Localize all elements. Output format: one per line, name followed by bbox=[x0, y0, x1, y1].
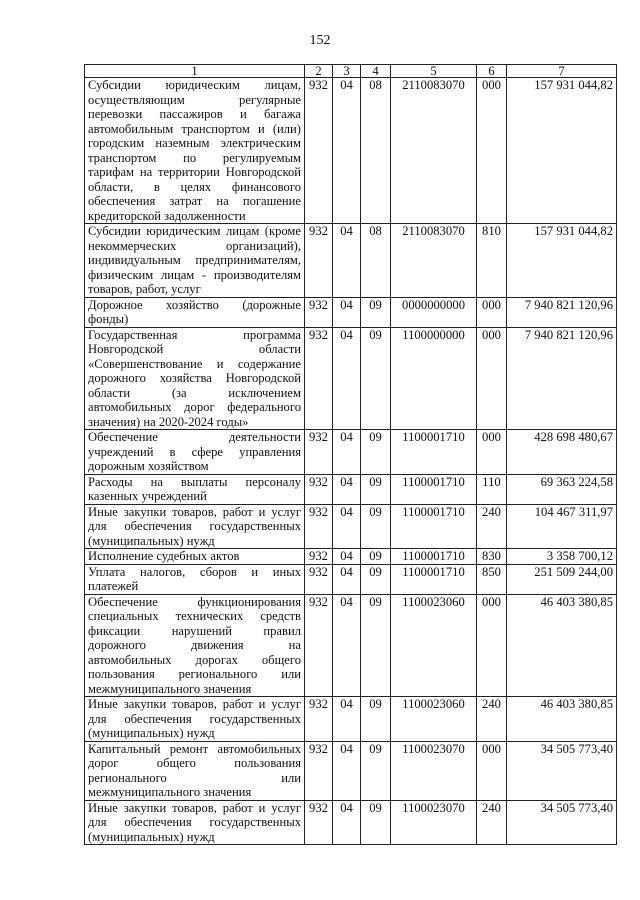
row-ved-cell: 932 bbox=[305, 430, 333, 475]
row-pr-cell: 09 bbox=[361, 327, 391, 430]
page-number: 152 bbox=[309, 33, 331, 48]
row-vr-cell: 110 bbox=[477, 474, 507, 504]
table-row bbox=[85, 327, 617, 430]
row-sum-cell: 46 403 380,85 bbox=[507, 594, 617, 697]
row-csr-cell: 1100001710 bbox=[391, 430, 477, 475]
header-cell: 2 bbox=[305, 65, 333, 78]
row-csr-cell: 0000000000 bbox=[391, 297, 477, 327]
header-row bbox=[85, 65, 617, 78]
row-sum-cell: 34 505 773,40 bbox=[507, 800, 617, 845]
table-row bbox=[85, 78, 617, 224]
row-pr-cell: 09 bbox=[361, 800, 391, 845]
table-row bbox=[85, 430, 617, 475]
table-row bbox=[85, 297, 617, 327]
row-rz-cell: 04 bbox=[333, 800, 361, 845]
row-name-cell: Дорожное хозяйство (дорожные фонды) bbox=[85, 297, 305, 327]
row-rz-cell: 04 bbox=[333, 327, 361, 430]
row-sum-cell: 104 467 311,97 bbox=[507, 504, 617, 549]
row-csr-cell: 1100023070 bbox=[391, 741, 477, 800]
row-pr-cell: 09 bbox=[361, 549, 391, 565]
row-pr-cell: 09 bbox=[361, 594, 391, 697]
row-sum-cell: 428 698 480,67 bbox=[507, 430, 617, 475]
row-vr-cell: 000 bbox=[477, 327, 507, 430]
row-csr-cell: 1100001710 bbox=[391, 564, 477, 594]
row-csr-cell: 1100001710 bbox=[391, 549, 477, 565]
row-rz-cell: 04 bbox=[333, 297, 361, 327]
row-ved-cell: 932 bbox=[305, 297, 333, 327]
row-pr-cell: 09 bbox=[361, 430, 391, 475]
row-vr-cell: 240 bbox=[477, 800, 507, 845]
row-sum-cell: 3 358 700,12 bbox=[507, 549, 617, 565]
row-vr-cell: 850 bbox=[477, 564, 507, 594]
table-row bbox=[85, 224, 617, 298]
row-vr-cell: 000 bbox=[477, 594, 507, 697]
row-rz-cell: 04 bbox=[333, 549, 361, 565]
row-name-cell: Обеспечение деятельности учреждений в сфере управления дорожным хозяйством bbox=[85, 430, 305, 475]
row-csr-cell: 2110083070 bbox=[391, 224, 477, 298]
row-pr-cell: 09 bbox=[361, 741, 391, 800]
header-cell: 5 bbox=[391, 65, 477, 78]
row-pr-cell: 08 bbox=[361, 78, 391, 224]
row-ved-cell: 932 bbox=[305, 78, 333, 224]
budget-table bbox=[84, 64, 617, 845]
row-name-cell: Уплата налогов, сборов и иных платежей bbox=[85, 564, 305, 594]
row-rz-cell: 04 bbox=[333, 564, 361, 594]
header-cell: 7 bbox=[507, 65, 617, 78]
row-rz-cell: 04 bbox=[333, 504, 361, 549]
table-row bbox=[85, 564, 617, 594]
row-rz-cell: 04 bbox=[333, 78, 361, 224]
row-name-cell: Иные закупки товаров, работ и услуг для обеспечения государственных (муниципальных) нужд bbox=[85, 504, 305, 549]
row-sum-cell: 46 403 380,85 bbox=[507, 697, 617, 742]
row-name-cell: Иные закупки товаров, работ и услуг для обеспечения государственных (муниципальных) нужд bbox=[85, 697, 305, 742]
row-vr-cell: 810 bbox=[477, 224, 507, 298]
table-row bbox=[85, 800, 617, 845]
row-csr-cell: 1100000000 bbox=[391, 327, 477, 430]
row-rz-cell: 04 bbox=[333, 430, 361, 475]
table-row bbox=[85, 474, 617, 504]
row-pr-cell: 09 bbox=[361, 697, 391, 742]
row-ved-cell: 932 bbox=[305, 474, 333, 504]
row-vr-cell: 000 bbox=[477, 430, 507, 475]
row-rz-cell: 04 bbox=[333, 741, 361, 800]
row-sum-cell: 251 509 244,00 bbox=[507, 564, 617, 594]
row-pr-cell: 09 bbox=[361, 564, 391, 594]
row-vr-cell: 240 bbox=[477, 504, 507, 549]
row-pr-cell: 09 bbox=[361, 297, 391, 327]
row-vr-cell: 240 bbox=[477, 697, 507, 742]
row-rz-cell: 04 bbox=[333, 594, 361, 697]
row-ved-cell: 932 bbox=[305, 697, 333, 742]
table-row bbox=[85, 741, 617, 800]
row-pr-cell: 08 bbox=[361, 224, 391, 298]
row-name-cell: Исполнение судебных актов bbox=[85, 549, 305, 565]
row-sum-cell: 157 931 044,82 bbox=[507, 224, 617, 298]
row-name-cell: Субсидии юридическим лицам (кроме некоммерческих организаций), индивидуальным предпринимателям, физическим лицам - производителям товаров, работ, услуг bbox=[85, 224, 305, 298]
table-row bbox=[85, 504, 617, 549]
row-name-cell: Обеспечение функционирования специальных технических средств фиксации нарушений правил дорожного движения на автомобильных дорогах общего пользования регионального или межмуниципального значения bbox=[85, 594, 305, 697]
header-cell: 4 bbox=[361, 65, 391, 78]
row-vr-cell: 830 bbox=[477, 549, 507, 565]
row-ved-cell: 932 bbox=[305, 741, 333, 800]
table-row bbox=[85, 594, 617, 697]
row-pr-cell: 09 bbox=[361, 504, 391, 549]
row-ved-cell: 932 bbox=[305, 504, 333, 549]
row-sum-cell: 157 931 044,82 bbox=[507, 78, 617, 224]
row-sum-cell: 69 363 224,58 bbox=[507, 474, 617, 504]
row-ved-cell: 932 bbox=[305, 800, 333, 845]
row-csr-cell: 2110083070 bbox=[391, 78, 477, 224]
row-rz-cell: 04 bbox=[333, 224, 361, 298]
row-ved-cell: 932 bbox=[305, 327, 333, 430]
row-ved-cell: 932 bbox=[305, 594, 333, 697]
header-cell: 3 bbox=[333, 65, 361, 78]
row-vr-cell: 000 bbox=[477, 78, 507, 224]
row-name-cell: Субсидии юридическим лицам, осуществляющим регулярные перевозки пассажиров и багажа автомобильным транспортом и (или) городским наземным электрическим транспортом по регулируемым тарифам на территории Новгородской области, в целях финансового обеспечения затрат на погашение кредиторской задолженности bbox=[85, 78, 305, 224]
row-csr-cell: 1100001710 bbox=[391, 504, 477, 549]
row-name-cell: Государственная программа Новгородской области «Совершенствование и содержание дорожного хозяйства Новгородской области (за исключением автомобильных дорог федерального значения) на 2020-2024 годы» bbox=[85, 327, 305, 430]
row-csr-cell: 1100023070 bbox=[391, 800, 477, 845]
row-sum-cell: 7 940 821 120,96 bbox=[507, 297, 617, 327]
row-ved-cell: 932 bbox=[305, 224, 333, 298]
header-cell: 1 bbox=[85, 65, 305, 78]
row-pr-cell: 09 bbox=[361, 474, 391, 504]
row-csr-cell: 1100023060 bbox=[391, 697, 477, 742]
row-ved-cell: 932 bbox=[305, 549, 333, 565]
row-name-cell: Иные закупки товаров, работ и услуг для обеспечения государственных (муниципальных) нужд bbox=[85, 800, 305, 845]
row-sum-cell: 7 940 821 120,96 bbox=[507, 327, 617, 430]
row-rz-cell: 04 bbox=[333, 474, 361, 504]
row-vr-cell: 000 bbox=[477, 741, 507, 800]
row-csr-cell: 1100001710 bbox=[391, 474, 477, 504]
row-csr-cell: 1100023060 bbox=[391, 594, 477, 697]
row-sum-cell: 34 505 773,40 bbox=[507, 741, 617, 800]
row-ved-cell: 932 bbox=[305, 564, 333, 594]
row-rz-cell: 04 bbox=[333, 697, 361, 742]
table-row bbox=[85, 549, 617, 565]
row-vr-cell: 000 bbox=[477, 297, 507, 327]
row-name-cell: Капитальный ремонт автомобильных дорог общего пользования регионального или межмуниципального значения bbox=[85, 741, 305, 800]
header-cell: 6 bbox=[477, 65, 507, 78]
row-name-cell: Расходы на выплаты персоналу казенных учреждений bbox=[85, 474, 305, 504]
table-row bbox=[85, 697, 617, 742]
